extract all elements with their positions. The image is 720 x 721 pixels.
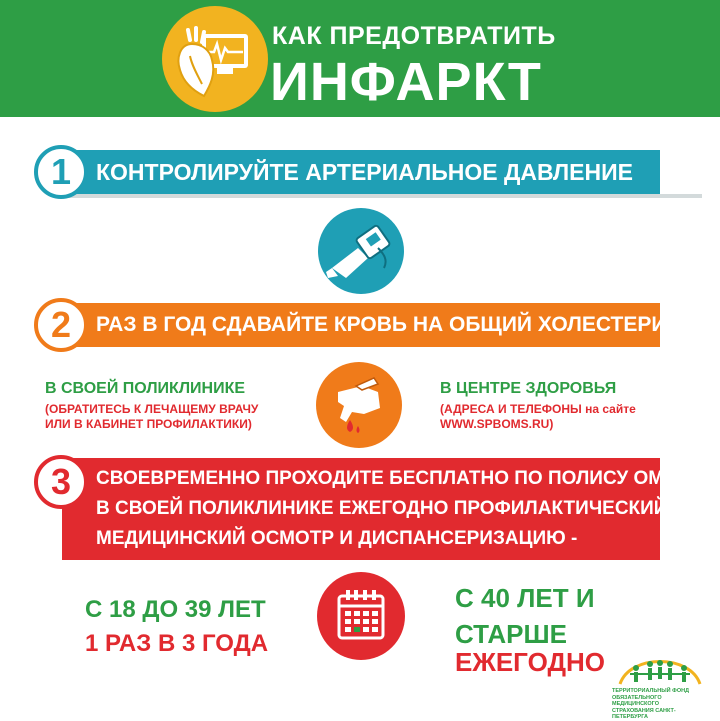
heart-monitor-icon: [162, 6, 268, 112]
step-3-text-line-2: В СВОЕЙ ПОЛИКЛИНИКЕ ЕЖЕГОДНО ПРОФИЛАКТИЧЕСКИЙ: [96, 498, 668, 519]
step-1-number: 1: [34, 145, 88, 199]
age-range-older-line-1: С 40 ЛЕТ И: [455, 583, 595, 613]
step-3-number: 3: [34, 455, 88, 509]
health-center-title: В ЦЕНТРЕ ЗДОРОВЬЯ: [440, 380, 617, 397]
step-1-banner: [62, 150, 660, 194]
fund-name: [612, 688, 710, 721]
fund-name-line-1: ТЕРРИТОРИАЛЬНЫЙ ФОНД: [612, 688, 689, 694]
age-range-young: С 18 ДО 39 ЛЕТ: [85, 596, 266, 623]
fund-name-line-3: СТРАХОВАНИЯ САНКТ-ПЕТЕРБУРГА: [612, 707, 676, 720]
calendar-icon: [317, 572, 405, 660]
clinic-note: [45, 402, 258, 432]
step-2-banner: [62, 303, 682, 347]
blood-pressure-cuff-icon: [318, 208, 404, 294]
step-2-text: РАЗ В ГОД СДАВАЙТЕ КРОВЬ НА ОБЩИЙ ХОЛЕСТЕРИН: [96, 313, 682, 336]
header-subtitle: КАК ПРЕДОТВРАТИТЬ: [272, 22, 556, 50]
clinic-note-line-1: (ОБРАТИТЕСЬ К ЛЕЧАЩЕМУ ВРАЧУ: [45, 402, 259, 416]
age-range-older: [455, 580, 595, 652]
step-3-text-line-3: МЕДИЦИНСКИЙ ОСМОТР И ДИСПАНСЕРИЗАЦИЮ -: [96, 528, 578, 549]
clinic-note-line-2: ИЛИ В КАБИНЕТ ПРОФИЛАКТИКИ): [45, 417, 252, 431]
step-3-banner: [62, 458, 678, 560]
frequency-older: ЕЖЕГОДНО: [455, 647, 605, 677]
clinic-title: В СВОЕЙ ПОЛИКЛИНИКЕ: [45, 380, 246, 397]
header-title: ИНФАРКТ: [270, 52, 542, 112]
blood-drop-hand-icon: [316, 362, 402, 448]
health-center-website[interactable]: WWW.SPBOMS.RU): [440, 417, 554, 431]
frequency-young: 1 РАЗ В 3 ГОДА: [85, 630, 269, 657]
step-1-text: КОНТРОЛИРУЙТЕ АРТЕРИАЛЬНОЕ ДАВЛЕНИЕ: [96, 158, 633, 185]
step-2-number: 2: [34, 298, 88, 352]
banner-shadow: [62, 194, 702, 198]
health-center-note-line-1: (АДРЕСА И ТЕЛЕФОНЫ на сайте: [440, 402, 636, 416]
fund-name-line-2: ОБЯЗАТЕЛЬНОГО МЕДИЦИНСКОГО: [612, 694, 662, 707]
step-3-text-line-1: СВОЕВРЕМЕННО ПРОХОДИТЕ БЕСПЛАТНО ПО ПОЛИСУ ОМС: [96, 468, 678, 489]
age-range-older-line-2: СТАРШЕ: [455, 619, 567, 649]
health-center-note: [440, 402, 636, 432]
